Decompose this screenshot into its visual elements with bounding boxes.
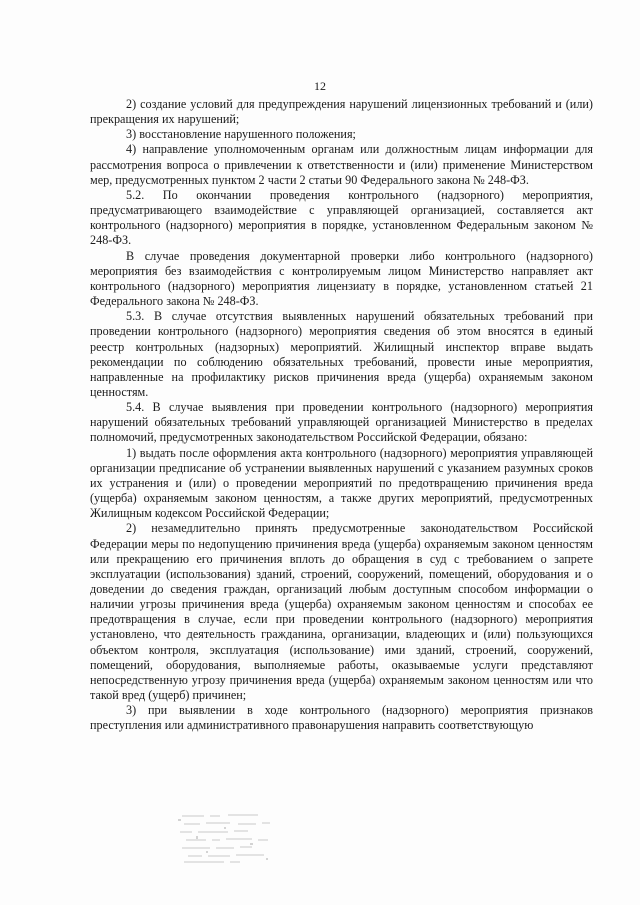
- paragraph-item-2: 2) создание условий для предупреждения нарушений лицензионных требований и (или) прекращения их нарушений;: [90, 97, 593, 127]
- document-body: [90, 97, 593, 734]
- paragraph-duty-2: 2) незамедлительно принять предусмотренные законодательством Российской Федерации меры по недопущению причинения вреда (ущерба) охраняемым законом ценностям или прекращению его причинения вплоть до обращения в суд с требованием о запрете эксплуатации (использования) зданий, строений, сооружений, помещений, оборудования и о доведении до сведения граждан, организаций любым доступным способом информации о наличии угрозы причинения вреда (ущерба) охраняемым законом ценностям и способах ее предотвращения в случае, если при проведении контрольного (надзорного) мероприятия установлено, что деятельность гражданина, организации, владеющих и (или) пользующихся объектом контроля, эксплуатация (использование) ими зданий, строений, сооружений, помещений, оборудования, выполняемые работы, оказываемые услуги представляют непосредственную угрозу причинения вреда (ущерба) охраняемым законом ценностям или что такой вред (ущерб) причинен;: [90, 521, 593, 703]
- paragraph-clause-5-2: 5.2. По окончании проведения контрольного (надзорного) мероприятия, предусматривающего взаимодействие с управляющей организацией, составляется акт контрольного (надзорного) мероприятия в порядке, установленном Федеральным законом № 248-ФЗ.: [90, 187, 593, 248]
- paragraph-item-4: 4) направление уполномоченным органам или должностным лицам информации для рассмотрения вопроса о привлечении к ответственности и (или) применение Министерством мер, предусмотренных пунктом 2 части 2 статьи 90 Федерального закона № 248-ФЗ.: [90, 142, 593, 187]
- paragraph-clause-5-3: 5.3. В случае отсутствия выявленных нарушений обязательных требований при проведении контрольного (надзорного) мероприятия сведения об этом вносятся в единый реестр контрольных (надзорных) мероприятий. Жилищный инспектор вправе выдать рекомендации по соблюдению обязательных требований, провести иные мероприятия, направленные на профилактику рисков причинения вреда (ущерба) охраняемым законом ценностям.: [90, 309, 593, 399]
- page-number: 12: [314, 79, 326, 93]
- paragraph-duty-3: 3) при выявлении в ходе контрольного (надзорного) мероприятия признаков преступления или административного правонарушения направить соответствующую: [90, 703, 593, 733]
- paragraph-documentary-inspection: В случае проведения документарной проверки либо контрольного (надзорного) мероприятия без взаимодействия с контролируемым лицом Министерство направляет акт контрольного (надзорного) мероприятия лицензиату в порядке, установленном статьей 21 Федерального закона № 248-ФЗ.: [90, 248, 593, 309]
- paragraph-duty-1: 1) выдать после оформления акта контрольного (надзорного) мероприятия управляющей организации предписание об устранении выявленных нарушений с указанием разумных сроков их устранения и (или) о проведении мероприятий по предотвращению причинения вреда (ущерба) охраняемым законом ценностям, а также других мероприятий, предусмотренных Жилищным кодексом Российской Федерации;: [90, 445, 593, 521]
- signature-stamp-icon: [176, 810, 280, 866]
- paragraph-item-3: 3) восстановление нарушенного положения;: [126, 127, 356, 142]
- paragraph-clause-5-4: 5.4. В случае выявления при проведении контрольного (надзорного) мероприятия нарушений обязательных требований управляющей организацией Министерство в пределах полномочий, предусмотренных законодательством Российской Федерации, обязано:: [90, 400, 593, 445]
